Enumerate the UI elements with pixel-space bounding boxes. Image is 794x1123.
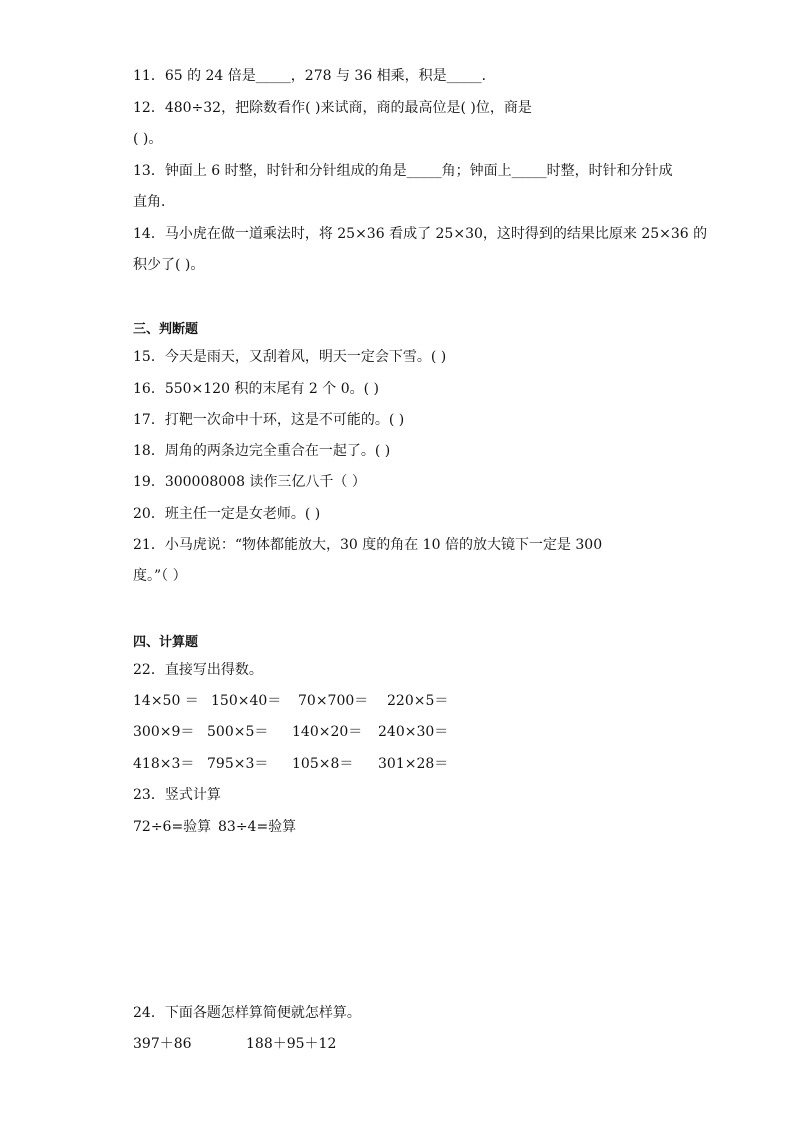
section-heading-calc: 四、计算题 xyxy=(133,635,199,650)
calc-item: 140×20＝ xyxy=(292,724,363,740)
question-21-line2: 度。”（ ） xyxy=(133,568,187,584)
question-22: 22．直接写出得数。 xyxy=(133,662,263,678)
question-23: 23．竖式计算 xyxy=(133,787,221,803)
question-14-line2: 积少了( )。 xyxy=(133,257,205,273)
calc-item: 220×5＝ xyxy=(387,693,449,709)
calc-item: 105×8＝ xyxy=(292,756,354,772)
question-20: 20．班主任一定是女老师。( ) xyxy=(133,506,321,522)
question-17: 17．打靶一次命中十环，这是不可能的。( ) xyxy=(133,412,405,428)
calc-item: 418×3＝ xyxy=(133,756,195,772)
calc-item: 301×28＝ xyxy=(378,756,449,772)
calc-item: 500×5＝ xyxy=(207,724,269,740)
simplify-item: 397＋86 xyxy=(133,1036,192,1052)
calc-item: 240×30＝ xyxy=(378,724,449,740)
question-11: 11．65 的 24 倍是_____，278 与 36 相乘，积是_____． xyxy=(133,68,496,84)
question-13-line1: 13．钟面上 6 时整，时针和分针组成的角是_____角；钟面上_____时整，时针和分针成 xyxy=(133,163,673,179)
question-21-line1: 21．小马虎说：“物体都能放大，30 度的角在 10 倍的放大镜下一定是 300 xyxy=(133,537,603,553)
question-15: 15．今天是雨天，又刮着风，明天一定会下雪。( ) xyxy=(133,349,447,365)
question-14-line1: 14．马小虎在做一道乘法时，将 25×36 看成了 25×30，这时得到的结果比原来 25×36 的 xyxy=(133,226,708,242)
question-16: 16．550×120 积的末尾有 2 个 0。( ) xyxy=(133,381,379,397)
question-18: 18．周角的两条边完全重合在一起了。( ) xyxy=(133,443,391,459)
calc-item: 70×700＝ xyxy=(298,693,369,709)
vertical-calc-item: 72÷6=验算 xyxy=(133,819,212,835)
vertical-calc-item: 83÷4=验算 xyxy=(218,819,297,835)
section-heading-judge: 三、判断题 xyxy=(133,322,199,337)
calc-item: 795×3＝ xyxy=(207,756,269,772)
question-12-line1: 12．480÷32，把除数看作( )来试商，商的最高位是( )位，商是 xyxy=(133,100,532,116)
question-12-line2: ( )。 xyxy=(133,131,163,147)
simplify-item: 188＋95＋12 xyxy=(246,1036,337,1052)
question-13-line2: 直角． xyxy=(133,194,175,210)
calc-item: 150×40＝ xyxy=(211,693,282,709)
question-19: 19．300008008 读作三亿八千（ ） xyxy=(133,474,366,490)
question-24: 24．下面各题怎样算简便就怎样算。 xyxy=(133,1005,361,1021)
calc-item: 300×9＝ xyxy=(133,724,195,740)
calc-item: 14×50 ＝ xyxy=(133,693,199,709)
